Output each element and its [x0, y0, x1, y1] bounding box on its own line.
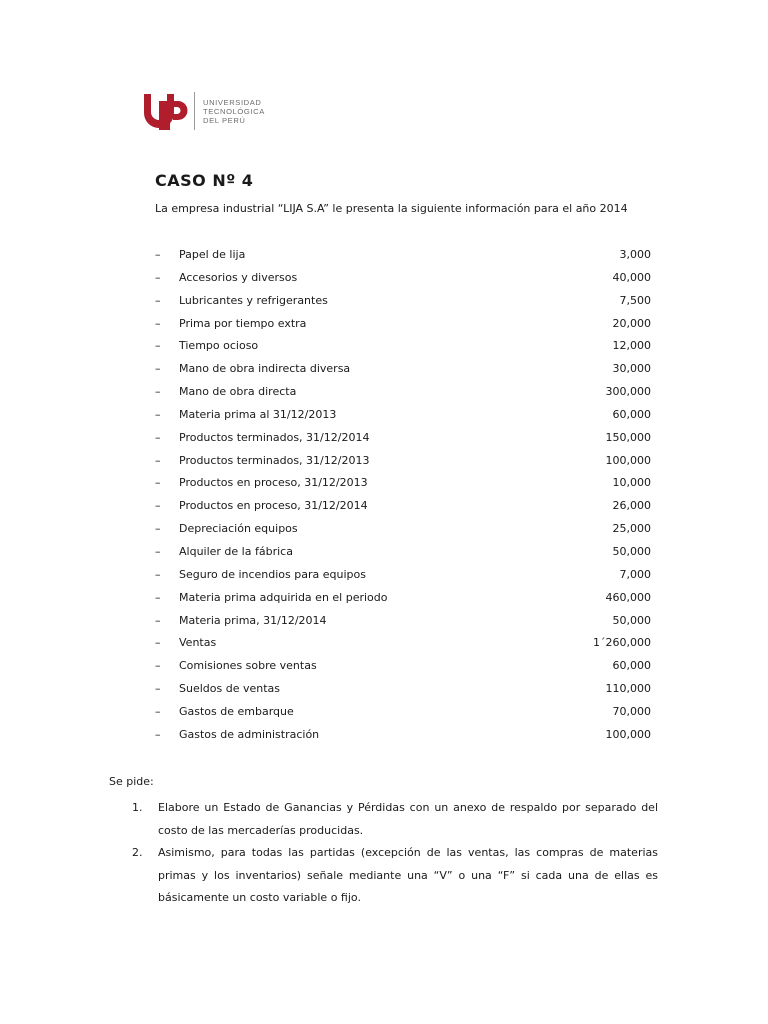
- list-item: [155, 682, 651, 705]
- list-item: [155, 271, 651, 294]
- item-label: Comisiones sobre ventas: [179, 659, 317, 673]
- item-label: Materia prima, 31/12/2014: [179, 613, 327, 627]
- item-amount: 100,000: [605, 453, 651, 467]
- task-item: [132, 842, 658, 910]
- task-text: Asimismo, para todas las partidas (excepción de las ventas, las compras de materias primas y los inventarios) señale mediante una “V” o una “F” si cada una de ellas es básicamente un costo variable o fijo.: [158, 846, 658, 904]
- item-amount: 300,000: [605, 385, 651, 399]
- item-dash: –: [155, 682, 161, 696]
- item-dash: –: [155, 499, 161, 513]
- list-item: [155, 545, 651, 568]
- request-label: Se pide:: [109, 775, 154, 788]
- list-item: [155, 339, 651, 362]
- item-dash: –: [155, 613, 161, 627]
- utp-logo-icon: [142, 90, 192, 132]
- item-dash: –: [155, 362, 161, 376]
- item-amount: 50,000: [612, 613, 651, 627]
- item-label: Prima por tiempo extra: [179, 316, 307, 330]
- item-label: Ventas: [179, 636, 217, 650]
- item-dash: –: [155, 293, 161, 307]
- list-item: [155, 431, 651, 454]
- item-dash: –: [155, 407, 161, 421]
- item-amount: 12,000: [612, 339, 651, 353]
- item-label: Materia prima adquirida en el periodo: [179, 590, 388, 604]
- logo-line-3: DEL PERÚ: [203, 115, 246, 125]
- item-dash: –: [155, 270, 161, 284]
- item-label: Lubricantes y refrigerantes: [179, 293, 328, 307]
- item-dash: –: [155, 316, 161, 330]
- item-amount: 26,000: [612, 499, 651, 513]
- item-amount: 7,500: [619, 293, 651, 307]
- item-label: Gastos de administración: [179, 727, 320, 741]
- item-label: Sueldos de ventas: [179, 682, 280, 696]
- item-label: Alquiler de la fábrica: [179, 544, 293, 558]
- item-dash: –: [155, 544, 161, 558]
- item-amount: 7,000: [619, 567, 651, 581]
- items-list: [155, 248, 651, 751]
- item-dash: –: [155, 727, 161, 741]
- item-amount: 50,000: [612, 544, 651, 558]
- item-dash: –: [155, 385, 161, 399]
- list-item: [155, 522, 651, 545]
- list-item: [155, 294, 651, 317]
- item-label: Productos terminados, 31/12/2013: [179, 453, 370, 467]
- list-item: [155, 362, 651, 385]
- item-amount: 3,000: [619, 248, 651, 261]
- item-label: Papel de lija: [179, 248, 246, 261]
- item-label: Seguro de incendios para equipos: [179, 567, 366, 581]
- list-item: [155, 728, 651, 751]
- item-amount: 460,000: [605, 590, 651, 604]
- item-amount: 100,000: [605, 727, 651, 741]
- item-dash: –: [155, 430, 161, 444]
- logo-line-2: TECNOLÓGICA: [203, 106, 265, 116]
- logo-divider: [194, 92, 195, 130]
- item-label: Gastos de embarque: [179, 704, 294, 718]
- item-amount: 1´260,000: [593, 636, 651, 650]
- item-dash: –: [155, 590, 161, 604]
- item-dash: –: [155, 704, 161, 718]
- item-amount: 30,000: [612, 362, 651, 376]
- university-logo: [142, 90, 265, 132]
- item-dash: –: [155, 339, 161, 353]
- list-item: [155, 454, 651, 477]
- item-label: Mano de obra indirecta diversa: [179, 362, 351, 376]
- item-amount: 70,000: [612, 704, 651, 718]
- item-label: Tiempo ocioso: [179, 339, 259, 353]
- list-item: [155, 636, 651, 659]
- item-dash: –: [155, 567, 161, 581]
- item-dash: –: [155, 522, 161, 536]
- item-label: Productos en proceso, 31/12/2014: [179, 499, 368, 513]
- item-amount: 60,000: [612, 659, 651, 673]
- list-item: [155, 614, 651, 637]
- list-item: [155, 385, 651, 408]
- list-item: [155, 317, 651, 340]
- item-dash: –: [155, 476, 161, 490]
- task-item: [132, 797, 658, 842]
- item-amount: 110,000: [605, 682, 651, 696]
- list-item: [155, 476, 651, 499]
- logo-line-1: UNIVERSIDAD: [203, 97, 262, 107]
- item-label: Mano de obra directa: [179, 385, 297, 399]
- item-label: Productos en proceso, 31/12/2013: [179, 476, 368, 490]
- item-dash: –: [155, 659, 161, 673]
- intro-paragraph: La empresa industrial “LIJA S.A” le presenta la siguiente información para el año 2014: [155, 202, 628, 215]
- item-label: Productos terminados, 31/12/2014: [179, 430, 370, 444]
- item-amount: 40,000: [612, 270, 651, 284]
- list-item: [155, 568, 651, 591]
- item-amount: 150,000: [605, 430, 651, 444]
- item-amount: 20,000: [612, 316, 651, 330]
- item-label: Depreciación equipos: [179, 522, 298, 536]
- list-item: [155, 499, 651, 522]
- item-label: Materia prima al 31/12/2013: [179, 407, 337, 421]
- list-item: [155, 408, 651, 431]
- item-dash: –: [155, 248, 161, 261]
- item-amount: 10,000: [612, 476, 651, 490]
- item-dash: –: [155, 636, 161, 650]
- case-title: CASO Nº 4: [155, 171, 254, 190]
- item-amount: 25,000: [612, 522, 651, 536]
- list-item: [155, 705, 651, 728]
- logo-text: [203, 98, 265, 125]
- task-text: Elabore un Estado de Ganancias y Pérdidas con un anexo de respaldo por separado del costo de las mercaderías producidas.: [158, 801, 658, 837]
- list-item: [155, 659, 651, 682]
- task-number: 2.: [132, 846, 143, 859]
- item-dash: –: [155, 453, 161, 467]
- tasks-list: [132, 797, 658, 910]
- item-amount: 60,000: [612, 407, 651, 421]
- list-item: [155, 248, 651, 271]
- item-label: Accesorios y diversos: [179, 270, 298, 284]
- task-number: 1.: [132, 801, 143, 814]
- list-item: [155, 591, 651, 614]
